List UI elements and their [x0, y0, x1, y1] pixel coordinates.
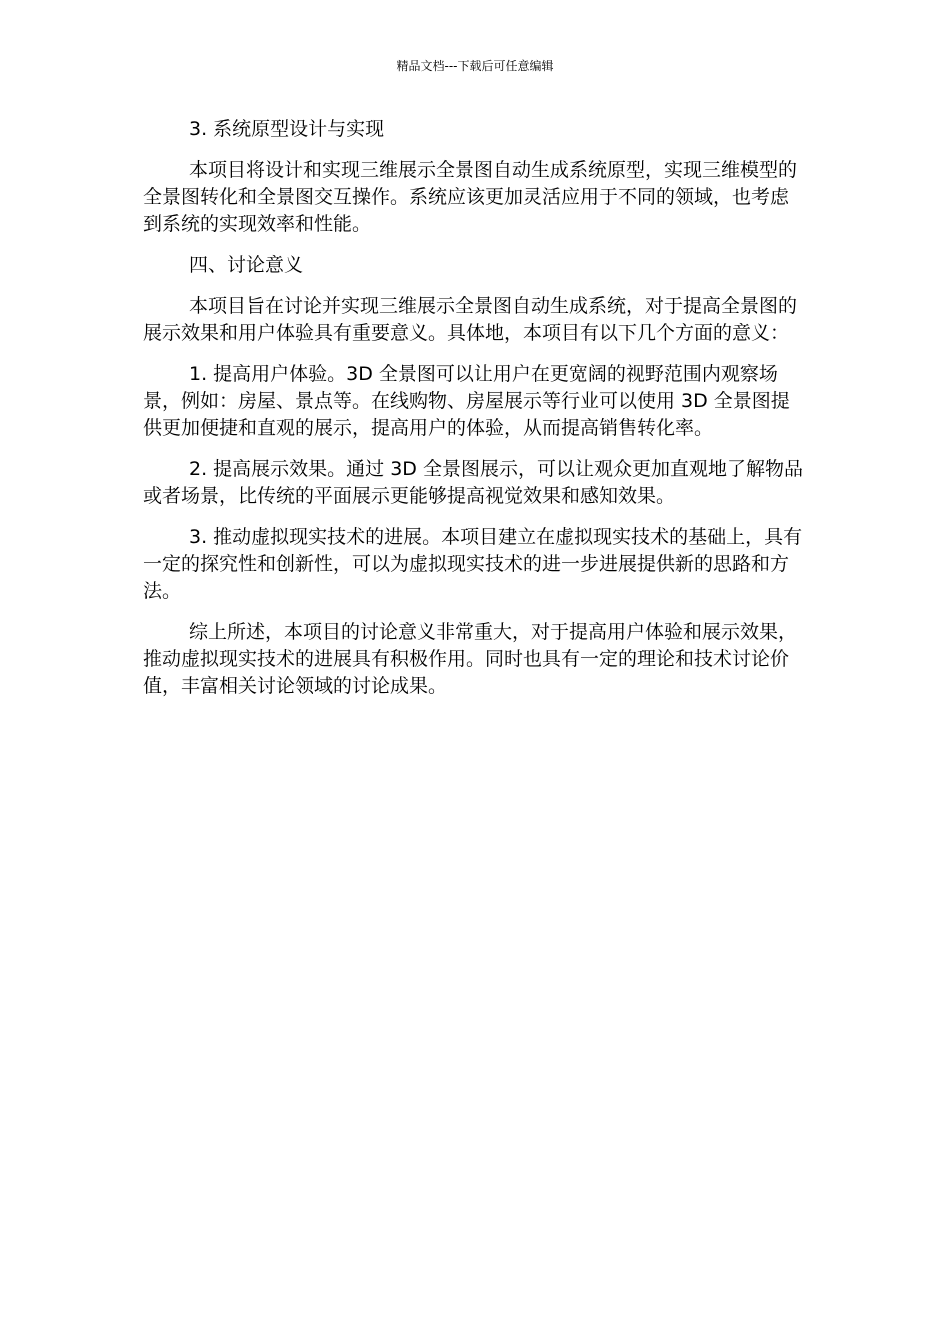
paragraph-point-vr-progress: 3. 推动虚拟现实技术的进展。本项目建立在虚拟现实技术的基础上，具有一定的探究性和创新性，可以为虚拟现实技术的进一步进展提供新的思路和方法。	[143, 526, 803, 602]
paragraph-summary: 综上所述，本项目的讨论意义非常重大，对于提高用户体验和展示效果，推动虚拟现实技术的进展具有积极作用。同时也具有一定的理论和技术讨论价值，丰富相关讨论领域的讨论成果。	[143, 621, 798, 697]
paragraph-point-user-experience: 1. 提高用户体验。3D 全景图可以让用户在更宽阔的视野范围内观察场景，例如：房屋、景点等。在线购物、房屋展示等行业可以使用 3D 全景图提供更加便捷和直观的展示，提高用户的体验，从而提高销售转化率。	[143, 363, 790, 439]
section-heading-prototype: 3. 系统原型设计与实现	[189, 118, 385, 140]
page-header: 精品文档---下载后可任意编辑	[396, 59, 554, 73]
paragraph-significance-intro: 本项目旨在讨论并实现三维展示全景图自动生成系统，对于提高全景图的展示效果和用户体验具有重要意义。具体地，本项目有以下几个方面的意义：	[143, 295, 798, 344]
document-body	[143, 116, 807, 714]
paragraph-prototype-description: 本项目将设计和实现三维展示全景图自动生成系统原型，实现三维模型的全景图转化和全景图交互操作。系统应该更加灵活应用于不同的领域，也考虑到系统的实现效率和性能。	[143, 159, 798, 235]
paragraph-point-display-effect: 2. 提高展示效果。通过 3D 全景图展示，可以让观众更加直观地了解物品或者场景，比传统的平面展示更能够提高视觉效果和感知效果。	[143, 458, 803, 507]
section-heading-significance: 四、讨论意义	[189, 254, 304, 276]
